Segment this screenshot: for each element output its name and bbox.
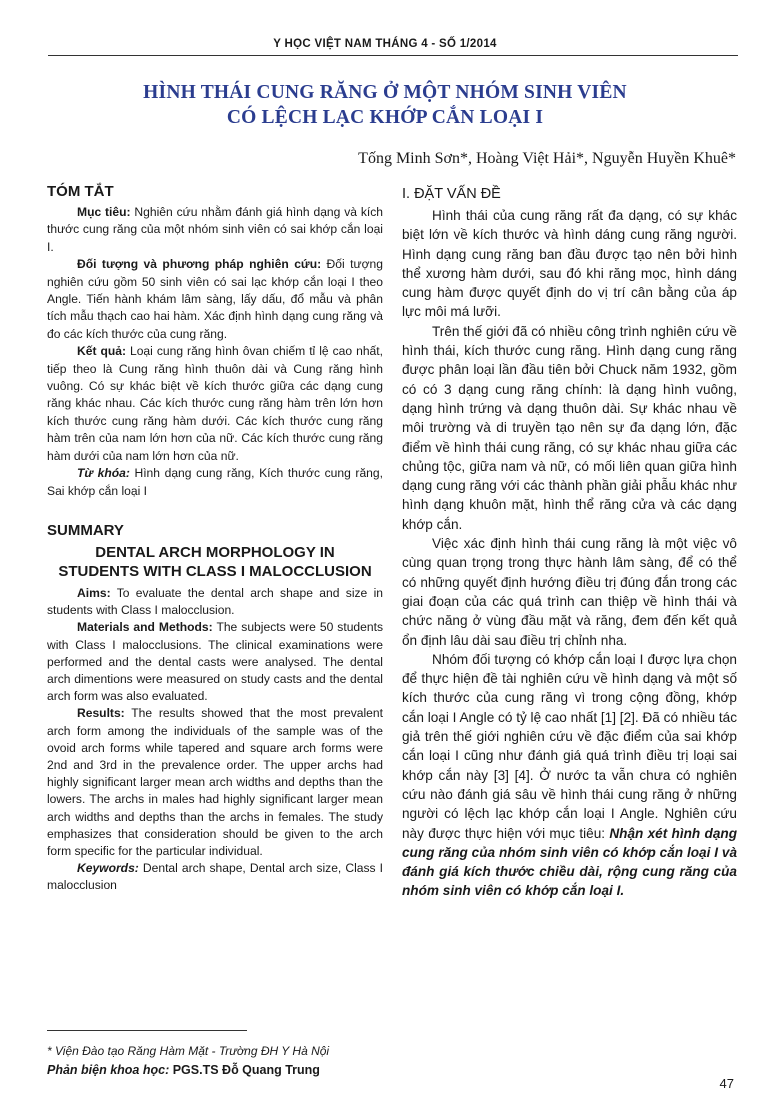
- abstract-vietnamese: [47, 183, 383, 500]
- summary-keywords: Keywords: Dental arch shape, Dental arch size, Class I malocclusion: [47, 861, 383, 893]
- journal-header: Y HỌC VIỆT NAM THÁNG 4 - SỐ 1/2014: [273, 38, 497, 50]
- right-column: [402, 186, 737, 901]
- footnote-rule: [47, 1030, 247, 1031]
- footnote-reviewer: Phản biện khoa học: PGS.TS Đỗ Quang Trung: [47, 1063, 320, 1077]
- summary-aims: Aims: To evaluate the dental arch shape and size in students with Class I malocclusion.: [47, 585, 383, 618]
- footnote-affiliation: * Viện Đào tạo Răng Hàm Mặt - Trường ĐH Y Hà Nội: [47, 1044, 330, 1058]
- intro-paragraph-4: Nhóm đối tượng có khớp cắn loại I được lựa chọn để thực hiện đề tài nghiên cứu về hình dạng và một số kích thước của cung răng vì trong cộng đồng, khớp cắn loại I Angle có tỷ lệ cao nhất [1] [2]. Đã có nhiều tác giả trên thế giới nghiên cứu về đặc điểm của sai khớp cắn loại I cũng như đánh giá quá trình điều trị loại sai khớp cắn này [3] [4]. Ở nước ta vẫn chưa có nghiên cứu nào đánh giá sâu về hình thái cung răng ở những người có lệch lạc khớp cắn loại I Angle. Nghiên cứu này được thực hiện với mục tiêu: Nhận xét hình dạng cung răng của nhóm sinh viên có khớp cắn loại I và đánh giá kích thước chiều dài, rộng cung răng của nhóm sinh viên có khớp cắn loại I.: [402, 651, 737, 899]
- page-number: 47: [719, 1076, 734, 1091]
- abstract-keywords: Từ khóa: Hình dạng cung răng, Kích thước cung răng, Sai khớp cắn loại I: [47, 466, 383, 498]
- abstract-heading: TÓM TẮT: [47, 183, 114, 200]
- summary-title: DENTAL ARCH MORPHOLOGY IN STUDENTS WITH CLASS I MALOCCLUSION: [58, 543, 372, 580]
- authors: Tống Minh Sơn*, Hoàng Việt Hải*, Nguyễn Huyền Khuê*: [358, 150, 736, 167]
- intro-paragraph-2: Trên thế giới đã có nhiều công trình nghiên cứu về hình thái, kích thước cung răng. Hình dạng cung răng được phân loại lần đầu tiên bởi Chuck năm 1932, gồm có có 3 dạng cung răng chính: là dạng hình vuông, dạng hình trứng và dạng thuôn dài. Sự khác nhau về môi trường và di truyền tạo nên sự đa dạng lớn, đặc điểm về hình thái cung răng, có sự khác nhau giữa các chủng tộc, giữa nam và nữ, có mối liên quan giữa hình dạng cung răng với các thành phần giải phẫu khác như hình dạng khuôn mặt, hình thể răng cửa và các dạng khớp cắn.: [402, 323, 737, 532]
- left-column: [47, 183, 383, 895]
- header-rule: [48, 55, 738, 56]
- title-line-1: HÌNH THÁI CUNG RĂNG Ở MỘT NHÓM SINH VIÊN: [143, 82, 627, 103]
- abstract-results: Kết quả: Loại cung răng hình ôvan chiếm tỉ lệ cao nhất, tiếp theo là Cung răng hình thuôn dài và Cung răng hình vuông. Có sự khác biệt về kích thước giữa các dạng cung răng khác nhau. Các kích thước cung răng hàm trên lớn hơn kích thước cung răng hàm dưới. Các kích thước cung răng hàm trên của nam lớn hơn của nữ. Các kích thước cung răng hàm dưới của nam lớn hơn của nữ.: [47, 344, 383, 463]
- summary-results: Results: The results showed that the most prevalent arch form among the individuals of the sample was of the ovoid arch forms while tapered and square arch forms were 2nd and 3rd in the prevalence order. The upper archs had highly significant larger mean arch widths and depths than the lowers. The archs in males had highly significant larger mean arch widths and depths than the archs in females. The study emphasizes that consideration should be given to the arch form specific for the particular individual.: [47, 706, 383, 858]
- intro-heading: I. ĐẶT VẤN ĐỀ: [402, 186, 501, 202]
- summary-methods: Materials and Methods: The subjects were 50 students with Class I malocclusions. The clinical examinations were performed and the dental casts were analysed. The dental arch dimentions were measured on study casts and the dental arch form was also evaluated.: [47, 620, 383, 704]
- title-line-2: CÓ LỆCH LẠC KHỚP CẮN LOẠI I: [226, 107, 544, 128]
- objective-text: Nhận xét hình dạng cung răng của nhóm sinh viên có khớp cắn loại I và đánh giá kích thước chiều dài, rộng cung răng của nhóm sinh viên có khớp cắn loại I.: [402, 825, 737, 899]
- abstract-methods: Đối tượng và phương pháp nghiên cứu: Đối tượng nghiên cứu gồm 50 sinh viên có sai lạc khớp cắn loại I theo Angle. Tiến hành khám lâm sàng, lấy dấu, đổ mẫu và phân tích mẫu thạch cao hai hàm. Xác định hình dạng cung răng và đo các kích thước của cung răng.: [47, 257, 383, 341]
- abstract-aim: Mục tiêu: Nghiên cứu nhằm đánh giá hình dạng và kích thước cung răng của một nhóm sinh viên có sai khớp cắn loại I.: [47, 205, 384, 254]
- summary-heading: SUMMARY: [47, 521, 124, 539]
- summary-english: [47, 522, 383, 895]
- article-title: [60, 80, 710, 130]
- intro-paragraph-1: Hình thái của cung răng rất đa dạng, có sự khác biệt lớn về kích thước và hình dáng cung răng người. Hình dạng cung răng ban đầu được tạo nên bởi hình thể xương hàm dưới, sau đó khi răng mọc, hình dáng cung hàm được quyết định do vị trí cân bằng của áp lực môi má lưỡi.: [402, 208, 737, 320]
- intro-paragraph-3: Việc xác định hình thái cung răng là một việc vô cùng quan trọng trong thực hành lâm sàng, để có thể có những quyết định hướng điều trị đúng đắn trong các giai đoạn của các quá trình can thiệp về hình thái và chức năng ở vùng đầu mặt và răng, đem đến kết quả ổn định lâu dài sau điều trị chỉnh nha.: [402, 536, 737, 648]
